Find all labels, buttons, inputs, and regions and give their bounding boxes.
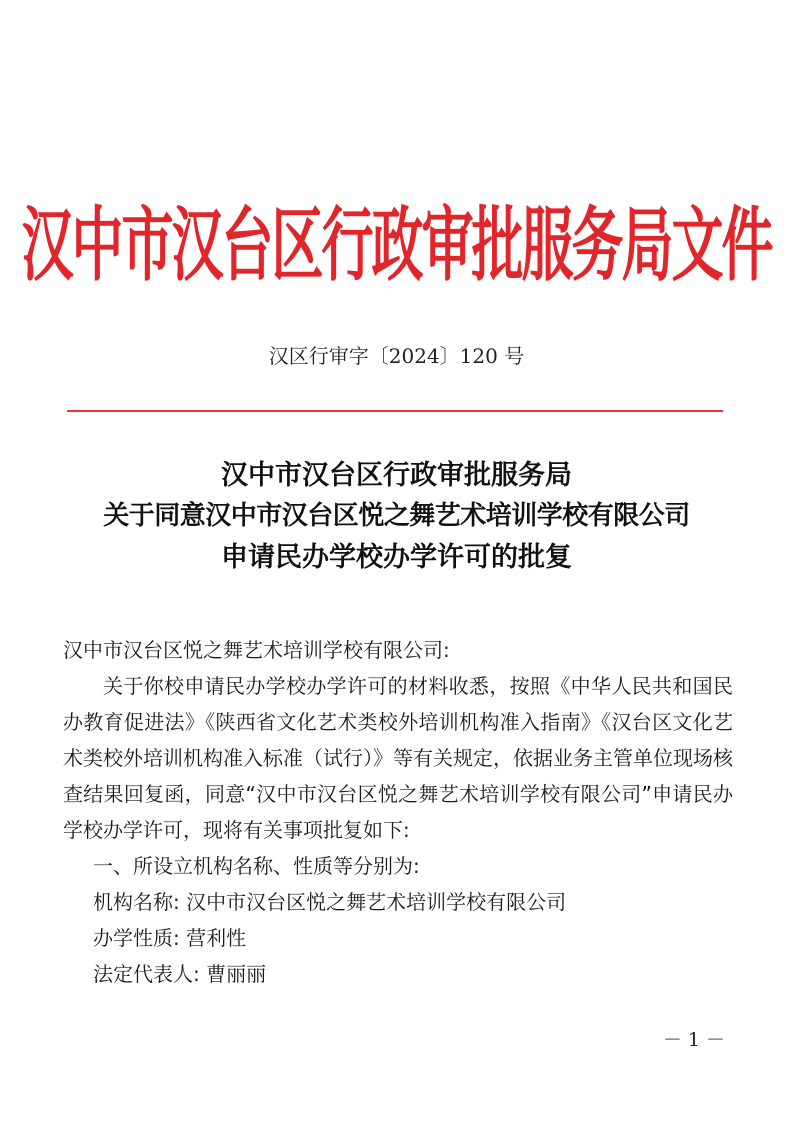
red-separator-line [67, 410, 723, 412]
title-line-3: 申请民办学校办学许可的批复 [221, 542, 572, 573]
page-number: － 1 － [662, 1029, 725, 1051]
body-paragraph-1: 关于你校申请民办学校办学许可的材料收悉，按照《中华人民共和国民办教育促进法》《陕西省文化艺术类校外培训机构准入指南》《汉台区文化艺术类校外培训机构准入标准（试行）》等有关规定，依据业务主管单位现场核查结果回复函，同意“汉中市汉台区悦之舞艺术培训学校有限公司”申请民办学校办学许可，现将有关事项批复如下: [63, 674, 733, 842]
issuer-header-title: 汉中市汉台区行政审批服务局文件 [21, 200, 772, 294]
section-heading-1: 一、所设立机构名称、性质等分别为: [93, 854, 420, 878]
title-line-2: 关于同意汉中市汉台区悦之舞艺术培训学校有限公司 [103, 501, 690, 531]
addressee: 汉中市汉台区悦之舞艺术培训学校有限公司: [63, 638, 450, 662]
title-line-1: 汉中市汉台区行政审批服务局 [221, 460, 572, 491]
org-name-line: 机构名称: 汉中市汉台区悦之舞艺术培训学校有限公司 [93, 890, 567, 914]
nature-line: 办学性质: 营利性 [93, 926, 247, 950]
document-body [63, 632, 733, 992]
document-number: 汉区行审字〔2024〕120 号 [268, 344, 525, 368]
legal-rep-line: 法定代表人: 曹丽丽 [93, 962, 267, 986]
document-title [0, 455, 793, 578]
